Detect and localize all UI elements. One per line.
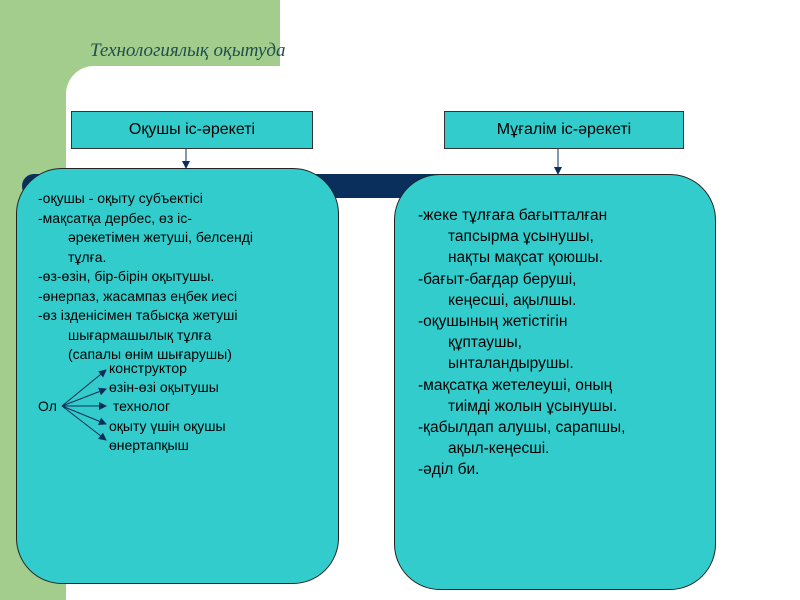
- student-line: әрекетімен жетуші, белсенді: [68, 229, 254, 245]
- student-role-item: өзін-өзі оқытушы: [109, 379, 219, 395]
- teacher-line: құптаушы,: [448, 334, 522, 352]
- teacher-line: -қабылдап алушы, сарапшы,: [418, 419, 626, 437]
- student-line: -өз ізденісімен табысқа жетуші: [38, 307, 238, 323]
- student-line: -оқушы - оқыту субъектісі: [38, 190, 203, 206]
- ol-label: Ол: [38, 398, 57, 414]
- teacher-line: -жеке тұлғаға бағытталған: [418, 207, 608, 224]
- teacher-line: кеңесші, ақылшы.: [448, 291, 577, 309]
- teacher-line: ынталандырушы.: [448, 355, 574, 373]
- student-line: (сапалы өнім шығарушы): [68, 346, 232, 362]
- student-activity-list: [38, 189, 253, 365]
- student-line: -мақсатқа дербес, өз іс-: [38, 209, 192, 226]
- student-line: тұлға.: [68, 248, 107, 265]
- teacher-activity-list: [418, 205, 625, 481]
- student-line: -өнерпаз, жасампаз еңбек иесі: [38, 287, 238, 304]
- student-role-item: өнертапқыш: [109, 437, 189, 453]
- teacher-line: -әділ би.: [418, 461, 480, 479]
- student-line: шығармашылық тұлға: [68, 326, 212, 343]
- teacher-line: тиімді жолын ұсынушы.: [448, 397, 618, 415]
- teacher-line: -бағыт-бағдар беруші,: [418, 270, 577, 288]
- teacher-line: ақыл-кеңесші.: [448, 440, 550, 458]
- teacher-line: -оқушының жетістігін: [418, 313, 568, 331]
- teacher-line: -мақсатқа жетелеуші, оның: [418, 376, 613, 394]
- student-line: -өз-өзін, бір-бірін оқытушы.: [38, 268, 215, 284]
- student-activity-header: Оқушы іс-әрекеті: [71, 111, 313, 149]
- student-role-item: конструктор: [109, 360, 187, 376]
- student-role-item: технолог: [109, 398, 171, 414]
- teacher-activity-header: Мұғалім іс-әрекеті: [444, 111, 684, 149]
- teacher-line: тапсырма ұсынушы,: [448, 228, 594, 246]
- teacher-line: нақты мақсат қоюшы.: [448, 249, 603, 267]
- slide-title: Технологиялық оқытуда: [90, 40, 286, 61]
- student-role-item: оқыту үшін оқушы: [109, 418, 226, 434]
